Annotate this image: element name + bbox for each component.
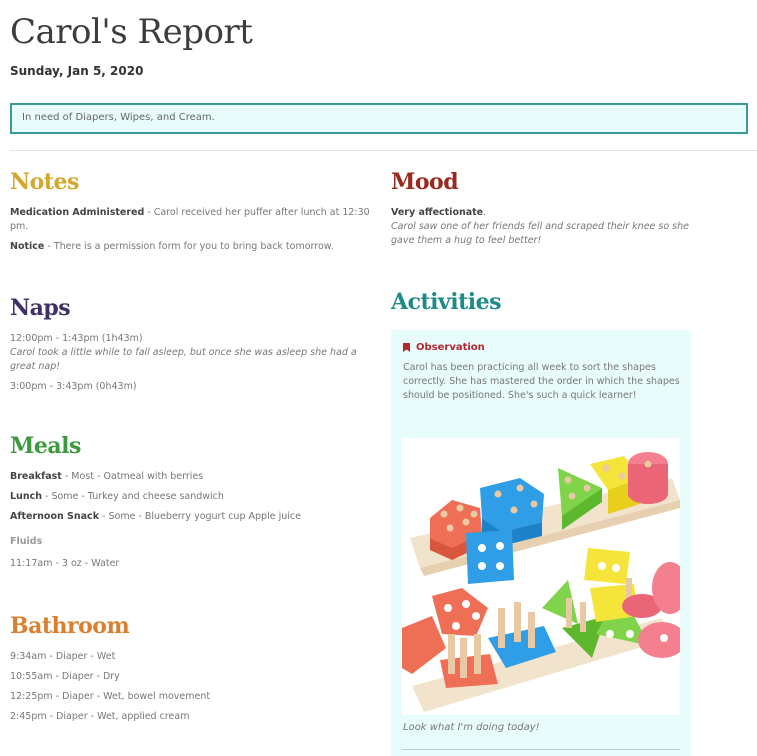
nap-time: 12:00pm - 1:43pm (1h43m) [10,333,143,344]
activity-photo[interactable] [402,438,680,715]
supplies-alert [10,103,748,134]
fluid-item: 11:17am - 3 oz - Water [10,558,120,569]
nap-time: 3:00pm - 3:43pm (0h43m) [10,381,137,392]
bathroom-item: 9:34am - Diaper - Wet [10,651,116,662]
card-divider [402,749,680,750]
meal-item: Lunch - Some - Turkey and cheese sandwich [10,491,224,502]
report-date: Sunday, Jan 5, 2020 [10,64,144,78]
photo-caption: Look what I'm doing today! [403,722,540,733]
nap-comment: Carol took a little while to fall asleep, but once she was asleep she had a great nap! [10,347,357,372]
bookmark-icon [403,343,410,352]
notes-section [10,168,370,260]
alert-text: In need of Diapers, Wipes, and Cream. [22,112,215,123]
activities-section [391,288,701,326]
meals-heading: Meals [10,433,81,459]
bathroom-item: 12:25pm - Diaper - Wet, bowel movement [10,691,211,702]
mood-heading: Mood [391,169,459,195]
activities-heading: Activities [391,289,502,315]
meals-section [10,432,370,577]
fluids-label: Fluids [10,536,43,547]
naps-section [10,294,370,400]
note-item: Medication Administered - Carol received her puffer after lunch at 12:30 pm. [10,207,370,232]
divider [10,150,757,151]
bathroom-item: 10:55am - Diaper - Dry [10,671,120,682]
observation-label: Observation [403,342,680,353]
page-title: Carol's Report [10,12,253,52]
bathroom-item: 2:45pm - Diaper - Wet, applied cream [10,711,190,722]
bathroom-heading: Bathroom [10,613,130,639]
naps-heading: Naps [10,295,71,321]
mood-label: Very affectionate. [391,207,487,218]
meal-item: Breakfast - Most - Oatmeal with berries [10,471,204,482]
notes-heading: Notes [10,169,79,195]
activity-description: Carol has been practicing all week to sort the shapes correctly. She has mastered the order in which the shapes should be positioned. She's such a quick learner! [403,362,680,401]
bathroom-section [10,612,370,730]
activity-card [391,330,691,756]
mood-comment: Carol saw one of her friends fell and scraped their knee so she gave them a hug to feel better! [391,221,690,246]
mood-section [391,168,701,254]
meal-item: Afternoon Snack - Some - Blueberry yogurt cup Apple juice [10,511,301,522]
note-item: Notice - There is a permission form for you to bring back tomorrow. [10,241,334,252]
